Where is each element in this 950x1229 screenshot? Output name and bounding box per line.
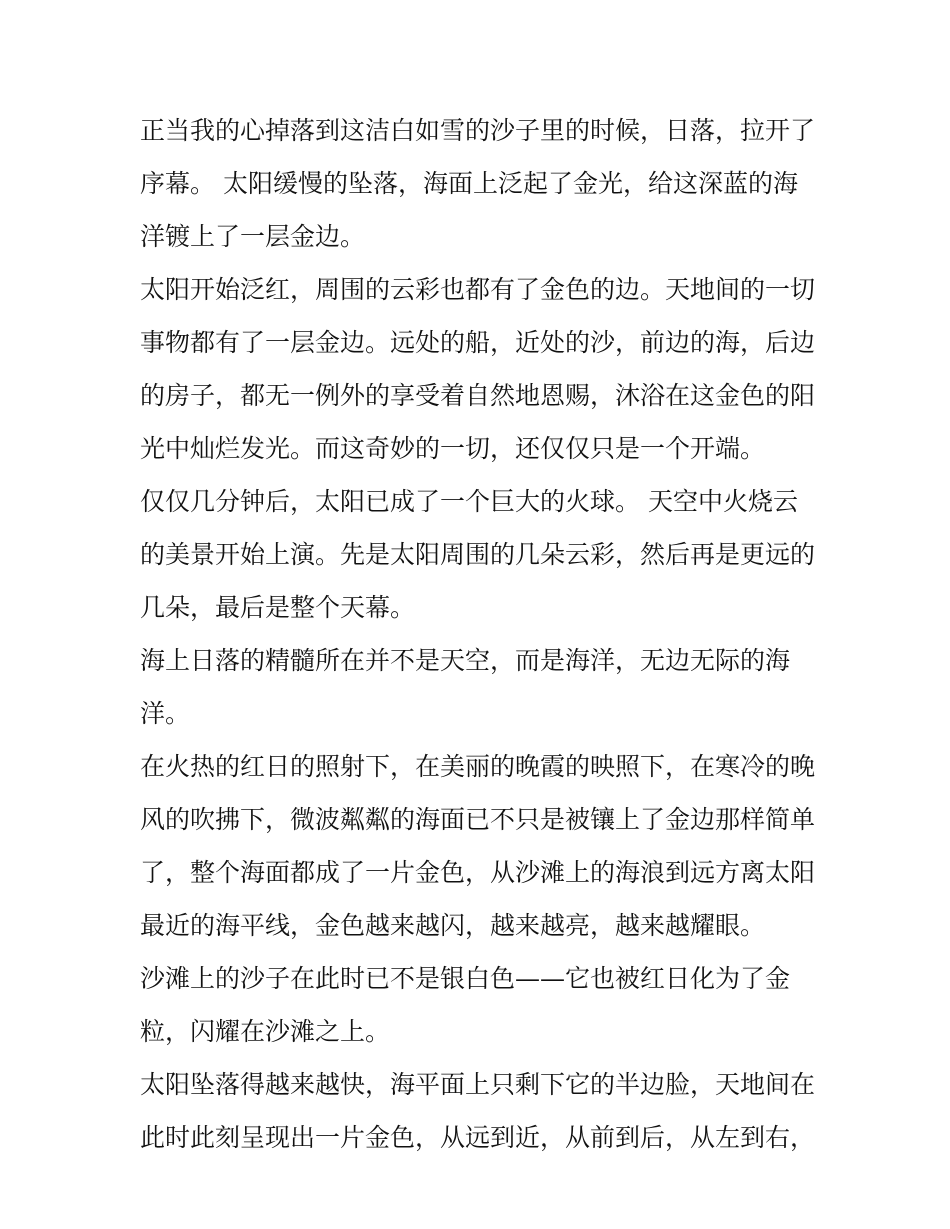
text-line: 风的吹拂下，微波粼粼的海面已不只是被镶上了金边那样简单 xyxy=(140,805,816,834)
text-line: 在火热的红日的照射下，在美丽的晚霞的映照下，在寒冷的晚 xyxy=(140,752,816,781)
text-line: 最近的海平线，金色越来越闪，越来越亮，越来越耀眼。 xyxy=(140,911,766,940)
text-line: 序幕。 太阳缓慢的坠落，海面上泛起了金光，给这深蓝的海 xyxy=(140,169,798,198)
text-line: 的美景开始上演。先是太阳周围的几朵云彩，然后再是更远的 xyxy=(140,540,816,569)
text-line: 太阳开始泛红，周围的云彩也都有了金色的边。天地间的一切 xyxy=(140,275,816,304)
text-line: 光中灿烂发光。而这奇妙的一切，还仅仅只是一个开端。 xyxy=(140,434,766,463)
text-line: 几朵，最后是整个天幕。 xyxy=(140,593,416,622)
text-line: 的房子，都无一例外的享受着自然地恩赐，沐浴在这金色的阳 xyxy=(140,381,816,410)
text-line: 仅仅几分钟后，太阳已成了一个巨大的火球。 天空中火烧云 xyxy=(140,487,798,516)
text-line: 海上日落的精髓所在并不是天空，而是海洋，无边无际的海 xyxy=(140,646,791,675)
essay-text xyxy=(140,104,820,1164)
text-line: 此时此刻呈现出一片金色，从远到近，从前到后，从左到右， xyxy=(140,1123,816,1152)
text-line: 了，整个海面都成了一片金色，从沙滩上的海浪到远方离太阳 xyxy=(140,858,816,887)
text-line: 粒，闪耀在沙滩之上。 xyxy=(140,1017,391,1046)
text-line: 事物都有了一层金边。远处的船，近处的沙，前边的海，后边 xyxy=(140,328,816,357)
text-line: 沙滩上的沙子在此时已不是银白色——它也被红日化为了金 xyxy=(140,964,791,993)
text-line: 正当我的心掉落到这洁白如雪的沙子里的时候，日落，拉开了 xyxy=(140,116,816,145)
text-line: 洋镀上了一层金边。 xyxy=(140,222,366,251)
text-line: 洋。 xyxy=(140,699,191,728)
text-line: 太阳坠落得越来越快，海平面上只剩下它的半边脸，天地间在 xyxy=(140,1070,816,1099)
